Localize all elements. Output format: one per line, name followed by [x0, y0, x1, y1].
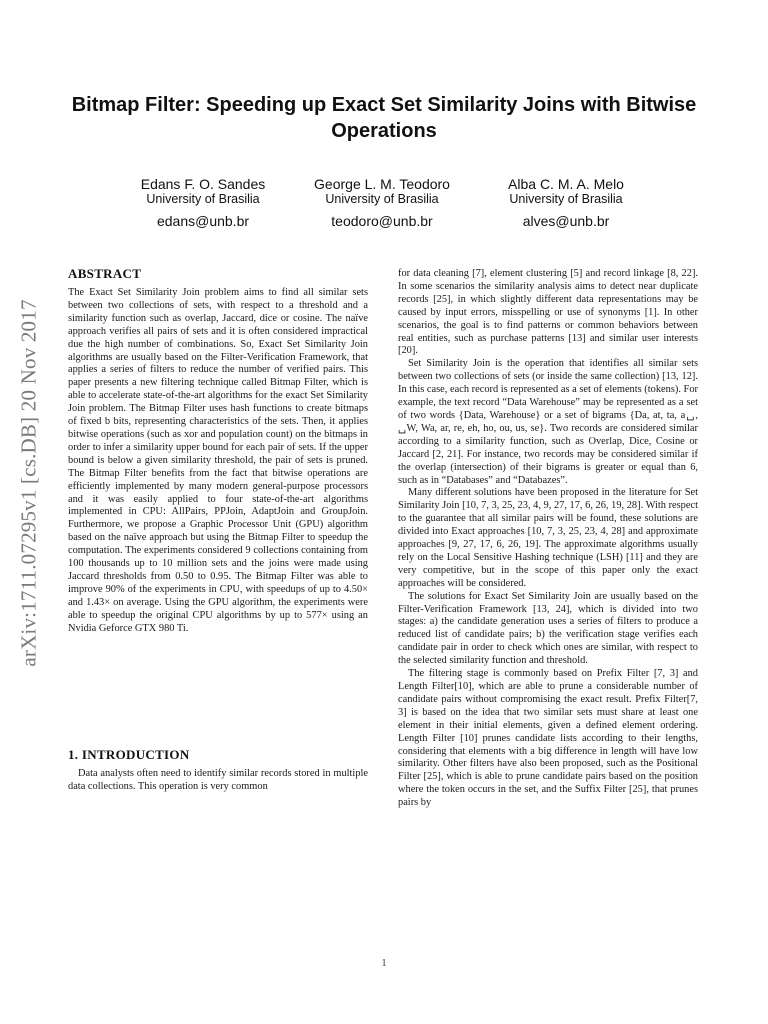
author-email[interactable]: edans@unb.br	[156, 213, 250, 229]
author-1	[103, 176, 303, 229]
introduction-heading: 1. INTRODUCTION	[68, 747, 190, 762]
right-paragraph-3: Many different solutions have been proposed in the literature for Set Similarity Join [10, 7, 3, 25, 23, 4, 9, 27, 17, 6, 26, 19, 28]. With respect to the guarantee that all similar pairs will be found, these solutions are divided into Exact approaches [10, 7, 3, 25, 23, 4, 28] and approximate approaches [9, 27, 17, 6, 26, 19]. The approximate algorithms usually rely on the Local Sensitive Hashing technique (LSH) [11] and they are very competitive, but in the scope of this paper only the exact approaches will be considered.	[398, 487, 698, 589]
author-affiliation: University of Brasilia	[325, 192, 439, 206]
left-column	[68, 266, 368, 635]
introduction-section	[68, 747, 368, 794]
right-paragraph-2: Set Similarity Join is the operation that identifies all similar sets between two collections of sets (or inside the same collection) [13, 12]. In this case, each record is represented as a set of elements (tokens). For example, the text record “Data Warehouse” may be represented as a set of two words {Data, Warehouse} or a set of bigrams {Da, at, ta, a␣, ␣W, Wa, ar, re, eh, ho, ou, us, se}. Two records are considered similar according to a similarity function, such as Overlap, Dice, Cosine or Jaccard [2, 21]. For instance, two records may be considered similar if the overlap (intersection) of their bigrams is greater or equal than 6, such as in “Databases” and “Databazes”.	[398, 358, 698, 486]
author-affiliation: University of Brasilia	[509, 192, 623, 206]
author-name: Edans F. O. Sandes	[140, 176, 266, 192]
right-paragraph-5: The filtering stage is commonly based on Prefix Filter [7, 3] and Length Filter[10], which are able to prune a considerable number of candidate pairs without compromising the exact result. Prefix Filter[7, 3] is based on the idea that two similar sets must share at least one element in their initial elements, given a defined element ordering. Length Filter [10] prunes candidate lists according to their lengths, considering that elements with a big difference in length will have low similarity. Other filters have also been proposed, such as the Positional Filter [25], which is able to prune candidate pairs based on the position where the token occurs in the set, and the Suffix Filter [25], that prunes pairs by	[398, 668, 698, 809]
page-number: 1	[381, 958, 387, 969]
author-name: Alba C. M. A. Melo	[508, 176, 624, 192]
right-column	[398, 268, 698, 810]
author-3	[466, 176, 666, 229]
introduction-text: Data analysts often need to identify similar records stored in multiple data collections. This operation is very common	[68, 768, 368, 792]
arxiv-identifier	[16, 266, 42, 700]
right-paragraph-1: for data cleaning [7], element clustering [5] and record linkage [8, 22]. In some scenarios the similarity analysis aims to detect near duplicate records [25], in which slightly different data representations may be caused by input errors, misspelling or use of synonyms [1]. In other scenarios, the goal is to find patterns or common behaviors between real entities, such as purchase patterns [13] and similar user interests [20].	[398, 268, 698, 357]
right-paragraph-4: The solutions for Exact Set Similarity Join are usually based on the Filter-Verification Framework [13, 24], which is divided into two stages: a) the candidate generation uses a series of filters to produce a reduced list of candidate pairs; b) the verification stage verifies each candidate pair in order to check which ones are similar, with respect to the selected similarity function and threshold.	[398, 590, 698, 667]
abstract-text: The Exact Set Similarity Join problem aims to find all similar sets between two collections of sets, with respect to a threshold and a similarity function such as overlap, Jaccard, dice or cosine. The naïve approach verifies all pairs of sets and it is often considered impractical due the high number of combinations. So, Exact Set Similarity Join algorithms are usually based on the Filter-Verification Framework, that applies a series of filters to reduce the number of verified pairs. This paper presents a new filtering technique called Bitmap Filter, which is able to accelerate state-of-the-art algorithms for the exact Set Similarity Join problem. The Bitmap Filter uses hash functions to create bitmaps of fixed b bits, representing characteristics of the sets. Then, it applies bitwise operations (such as xor and population count) on the bitmaps in order to infer a similarity upper bound for each pair of sets. If the upper bound is below a given similarity threshold, the pair of sets is pruned. The Bitmap Filter benefits from the fact that bitwise operations are efficiently implemented by many modern general-purpose processors and it was easily applied to four state-of-the-art algorithms implemented in CPU: AllPairs, PPJoin, AdaptJoin and GroupJoin. Furthermore, we propose a Graphic Processor Unit (GPU) algorithm based on the naïve approach but using the Bitmap Filter to speedup the computation. The experiments considered 9 collections containing from 100 thousands up to 10 million sets and the joins were made using Jaccard thresholds from 0.50 to 0.95. The Bitmap Filter was able to improve 90% of the experiments in CPU, with speedups of up to 4.50× and 1.43× on average. Using the GPU algorithm, the experiments were able to speedup the original CPU algorithms by up to 577× using an Nvidia Geforce GTX 980 Ti.	[68, 287, 368, 634]
author-2	[282, 176, 482, 229]
arxiv-id-text: arXiv:1711.07295v1 [cs.DB] 20 Nov 2017	[16, 299, 41, 667]
author-email[interactable]: alves@unb.br	[522, 213, 610, 229]
abstract-heading: ABSTRACT	[68, 266, 142, 281]
author-affiliation: University of Brasilia	[146, 192, 260, 206]
paper-title: Bitmap Filter: Speeding up Exact Set Similarity Joins with Bitwise Operations	[71, 94, 697, 142]
author-name: George L. M. Teodoro	[314, 176, 450, 192]
author-email[interactable]: teodoro@unb.br	[331, 213, 433, 229]
